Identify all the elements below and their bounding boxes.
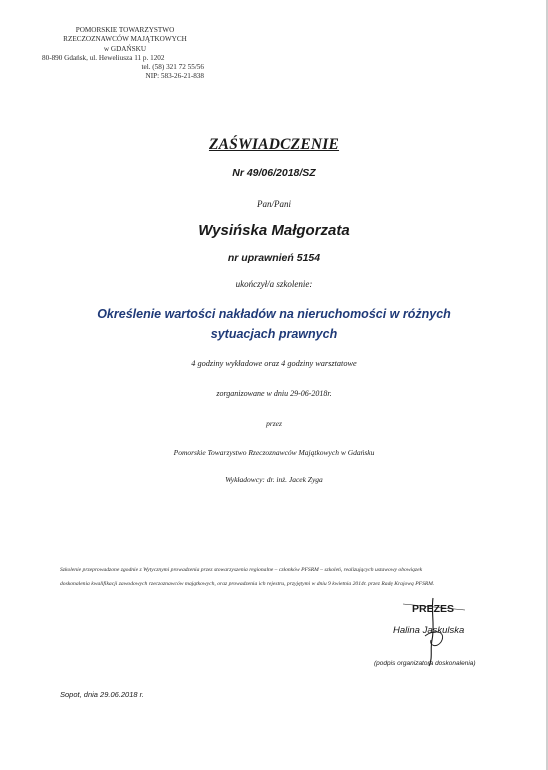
signature-caption: (podpis organizatora doskonalenia) (374, 660, 476, 667)
stamp-phone: tel. (58) 321 72 55/56 (141, 63, 204, 72)
course-title-line-2: sytuacjach prawnych (210, 327, 338, 341)
place-and-date: Sopot, dnia 29.06.2018 r. (60, 690, 144, 699)
license-number: nr uprawnień 5154 (227, 252, 321, 264)
salutation: Pan/Pani (257, 199, 291, 209)
course-hours: 4 godziny wykładowe oraz 4 godziny warsztatowe (191, 359, 357, 368)
by-label: przez (266, 419, 282, 428)
completed-label: ukończył/a szkolenie: (235, 279, 313, 289)
footnote-line-1: Szkolenie przeprowadzone zgodnie z Wytycznymi prowadzenia przez stowarzyszenia regionalne – członków PFSRM – szkoleń, realizujących ustawowy obowiązek (60, 567, 423, 573)
recipient-name: Wysińska Małgorzata (198, 222, 350, 239)
stamp-address: 80-890 Gdańsk, ul. Heweliusza 11 p. 1202 (42, 53, 165, 62)
stamp-line-3: w GDAŃSKU (103, 44, 147, 53)
footnote-line-2: doskonalenia kwalifikacji zawodowych rzeczoznawców majątkowych, oraz prowadzenia ich rejestru, przyjętymi w dniu 9 kwietnia 2014r. przez Radę Krajową PFSRM. (60, 581, 435, 587)
organized-date: zorganizowane w dniu 29-06-2018r. (216, 389, 332, 398)
president-title: PREZES (412, 603, 455, 615)
legal-footnote (60, 563, 492, 591)
lecturer: Wykładowcy: dr. inż. Jacek Zyga (225, 475, 323, 484)
signatory-name: Halina Jaskulska (393, 625, 465, 636)
course-title-line-1: Określenie wartości nakładów na nieruchomości w różnych (97, 307, 451, 321)
stamp-nip: NIP: 583-26-21-838 (145, 72, 204, 81)
course-title (0, 304, 548, 344)
certificate-number: Nr 49/06/2018/SZ (232, 167, 316, 179)
stamp-line-2: RZECZOZNAWCÓW MAJĄTKOWYCH (63, 35, 187, 44)
document-title: ZAŚWIADCZENIE (208, 136, 340, 153)
stamp-line-1: POMORSKIE TOWARZYSTWO (75, 26, 175, 34)
organizer-name: Pomorskie Towarzystwo Rzeczoznawców Majątkowych w Gdańsku (173, 448, 375, 457)
organization-stamp (40, 26, 210, 82)
